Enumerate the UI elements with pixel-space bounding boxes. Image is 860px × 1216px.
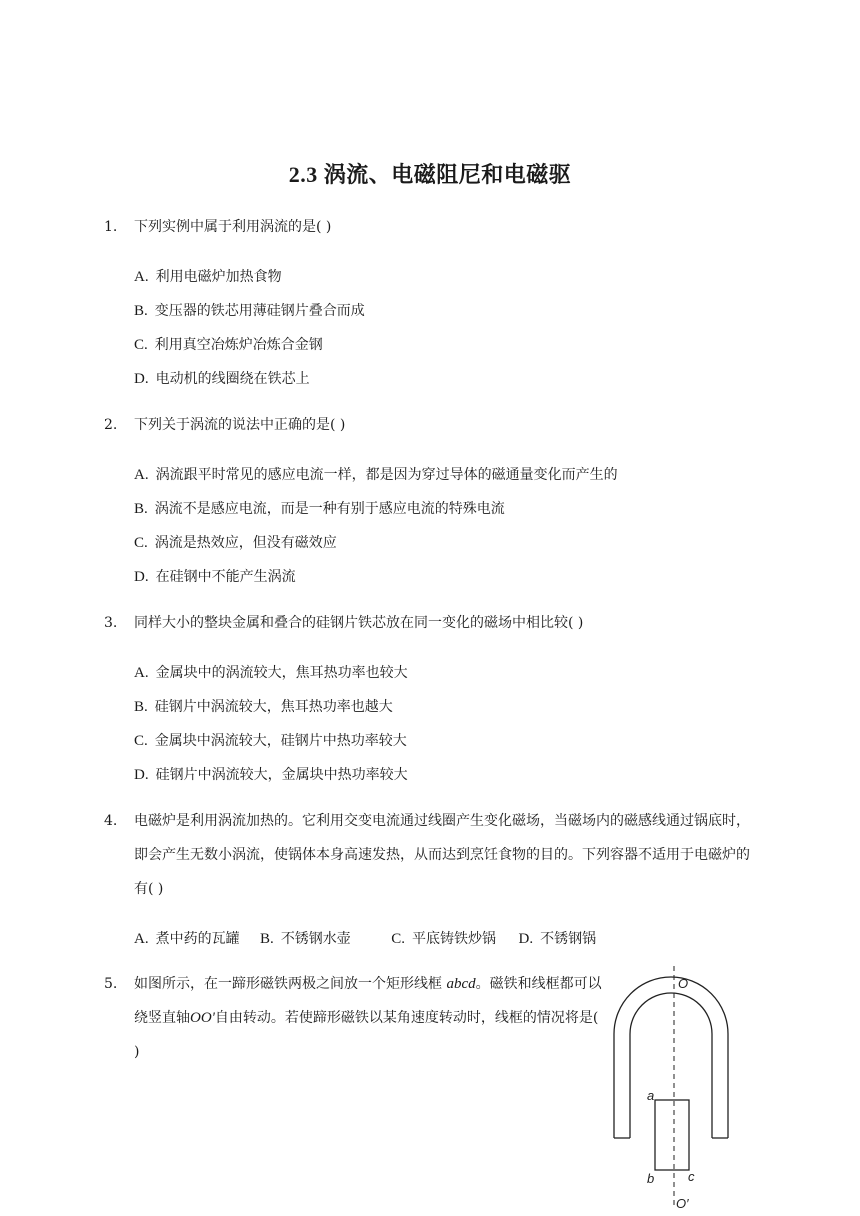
option-label: D. [134, 371, 149, 387]
option-text: 不锈钢水壶 [280, 931, 351, 947]
option-label: B. [134, 699, 148, 715]
option-3b[interactable] [134, 696, 393, 716]
magnet-inner-arc [630, 993, 712, 1138]
option-1b[interactable] [134, 300, 365, 320]
option-label: A. [134, 467, 149, 483]
rectangular-frame [655, 1100, 689, 1170]
option-2a[interactable] [134, 464, 618, 484]
option-1a[interactable] [134, 266, 282, 286]
option-text: 涡流不是感应电流，而是一种有别于感应电流的特殊电流 [154, 501, 505, 517]
question-number: 4. [104, 813, 118, 829]
text-part: 如图所示，在一蹄形磁铁两极之间放一个矩形线框 [134, 976, 447, 992]
option-4d[interactable] [518, 928, 596, 948]
question-text: 同样大小的整块金属和叠合的硅钢片铁芯放在同一变化的磁场中相比较( ) [134, 615, 584, 631]
options-row-4 [134, 928, 612, 948]
option-text: 硅钢片中涡流较大，焦耳热功率也越大 [154, 699, 393, 715]
question-number: 2. [104, 417, 118, 433]
option-text: 电动机的线圈绕在铁芯上 [155, 371, 310, 387]
option-label: C. [391, 931, 406, 947]
option-text: 变压器的铁芯用薄硅钢片叠合而成 [154, 303, 365, 319]
option-text: 涡流跟平时常见的感应电流一样，都是因为穿过导体的磁通量变化而产生的 [155, 467, 618, 483]
label-o-top: O [678, 976, 689, 991]
option-text: 不锈钢锅 [540, 931, 597, 947]
question-text: 下列关于涡流的说法中正确的是( ) [134, 417, 346, 433]
option-label: A. [134, 931, 149, 947]
option-label: D. [518, 931, 534, 947]
option-3c[interactable] [134, 730, 407, 750]
option-1d[interactable] [134, 368, 310, 388]
option-2c[interactable] [134, 532, 337, 552]
magnet-outer-arc [614, 977, 728, 1138]
option-text: 利用电磁炉加热食物 [155, 269, 282, 285]
horseshoe-magnet-diagram [600, 962, 750, 1212]
question-text: 电磁炉是利用涡流加热的。它利用交变电流通过线圈产生变化磁场，当磁场内的磁感线通过锅底时，即会产生无数小涡流，使锅体本身高速发热，从而达到烹饪食物的目的。下列容器不适用于电磁炉的有( ) [134, 813, 750, 897]
axis-label-oo: OO' [190, 1010, 215, 1026]
option-4b[interactable] [260, 928, 351, 948]
page-title: 2.3 涡流、电磁阻尼和电磁驱 [288, 162, 572, 187]
option-3a[interactable] [134, 662, 408, 682]
question-text: 下列实例中属于利用涡流的是( ) [134, 219, 332, 235]
option-label: C. [134, 733, 148, 749]
option-label: A. [134, 269, 149, 285]
option-3d[interactable] [134, 764, 408, 784]
option-text: 利用真空冶炼炉冶炼合金钢 [154, 337, 323, 353]
option-4c[interactable] [391, 928, 496, 948]
option-label: C. [134, 337, 148, 353]
label-a: a [647, 1088, 655, 1103]
option-label: C. [134, 535, 148, 551]
label-o-bottom: O′ [676, 1196, 689, 1211]
text-part: 自由转动。若使蹄形磁铁以某角速度转动时，线框的情况将是( ) [134, 1010, 599, 1060]
option-label: D. [134, 767, 149, 783]
option-text: 在硅钢中不能产生涡流 [155, 569, 296, 585]
question-number: 5. [104, 976, 118, 992]
option-text: 涡流是热效应，但没有磁效应 [154, 535, 337, 551]
option-text: 金属块中的涡流较大，焦耳热功率也较大 [155, 665, 408, 681]
option-text: 金属块中涡流较大，硅钢片中热功率较大 [154, 733, 407, 749]
label-c: c [688, 1169, 695, 1184]
question-number: 1. [104, 219, 118, 235]
option-text: 平底铸铁炒锅 [412, 931, 497, 947]
option-4a[interactable] [134, 928, 240, 948]
option-text: 硅钢片中涡流较大，金属块中热功率较大 [155, 767, 408, 783]
option-2b[interactable] [134, 498, 505, 518]
option-label: B. [260, 931, 274, 947]
label-b: b [647, 1171, 655, 1186]
option-label: A. [134, 665, 149, 681]
option-text: 煮中药的瓦罐 [155, 931, 240, 947]
question-text [134, 967, 604, 1069]
option-label: D. [134, 569, 149, 585]
frame-label-abcd: abcd [446, 976, 476, 992]
option-label: B. [134, 501, 148, 517]
option-2d[interactable] [134, 566, 296, 586]
option-label: B. [134, 303, 148, 319]
text-part: 。磁铁和线框都可以绕竖直轴 [134, 976, 602, 1026]
option-1c[interactable] [134, 334, 323, 354]
question-number: 3. [104, 615, 118, 631]
